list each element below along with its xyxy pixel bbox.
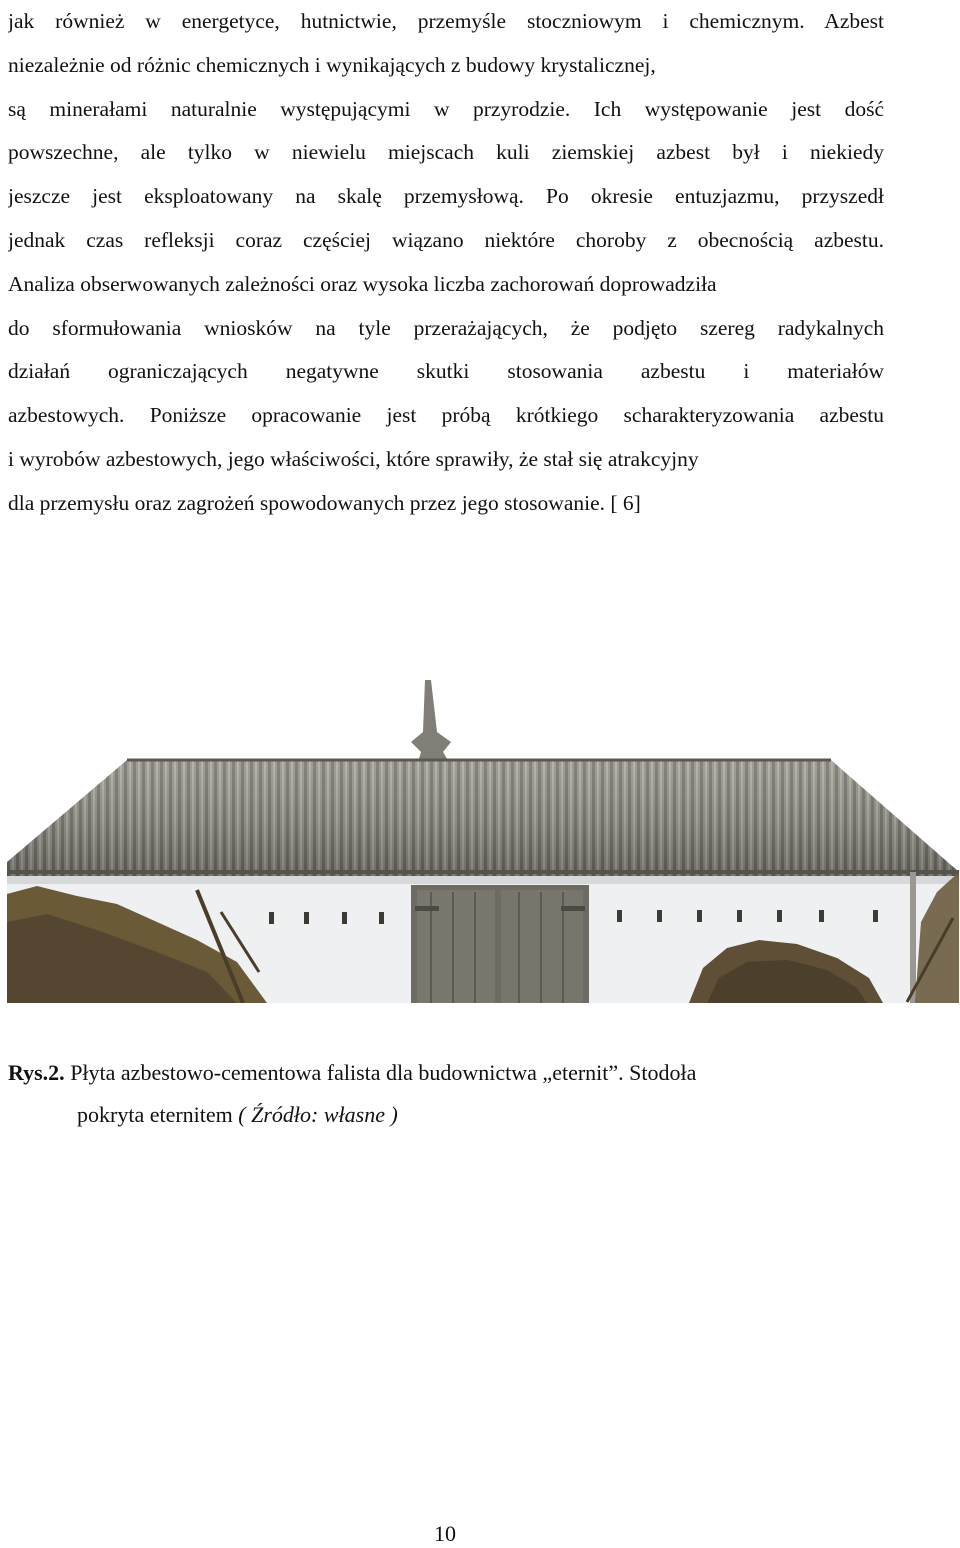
text-line: jednak czas refleksji coraz częściej wiązano niektóre choroby z obecnością azbestu. [8,227,884,252]
caption-text: Płyta azbestowo-cementowa falista dla budownictwa „eternit”. Stodoła [64,1060,697,1085]
text-line: są minerałami naturalnie występującymi w przyrodzie. Ich występowanie jest dość [8,96,884,121]
text-line: i wyrobów azbestowych, jego właściwości, które sprawiły, że stał się atrakcyjny [8,446,699,471]
barn-photo [7,672,959,1003]
figure-caption [8,1052,908,1136]
figure-source: ( Źródło: własne ) [238,1102,398,1127]
text-line: jeszcze jest eksploatowany na skalę przemysłową. Po okresie entuzjazmu, przyszedł [8,184,884,209]
body-text [8,0,884,526]
page-number: 10 [434,1521,456,1546]
figure-label: Rys.2. [8,1060,65,1085]
caption-line-2 [8,1094,908,1136]
text-line: działań ograniczających negatywne skutki stosowania azbestu i materiałów [8,359,884,384]
text-line: powszechne, ale tylko w niewielu miejscach kuli ziemskiej azbest był i niekiedy [8,140,884,165]
text-line: jak również w energetyce, hutnictwie, przemyśle stoczniowym i chemicznym. Azbest [8,9,884,33]
text-line: do sformułowania wniosków na tyle przerażających, że podjęto szereg radykalnych [8,315,884,340]
text-line: niezależnie od różnic chemicznych i wynikających z budowy krystalicznej, [8,52,656,77]
caption-text-2: pokryta eternitem [77,1102,239,1127]
text-line: Analiza obserwowanych zależności oraz wysoka liczba zachorowań doprowadziła [8,271,717,296]
downpipe [910,872,916,1003]
barn-doors [411,885,589,1003]
text-line: azbestowych. Poniższe opracowanie jest próbą krótkiego scharakteryzowania azbestu [8,403,884,428]
text-line: dla przemysłu oraz zagrożeń spowodowanych przez jego stosowanie. [ 6] [8,490,641,515]
